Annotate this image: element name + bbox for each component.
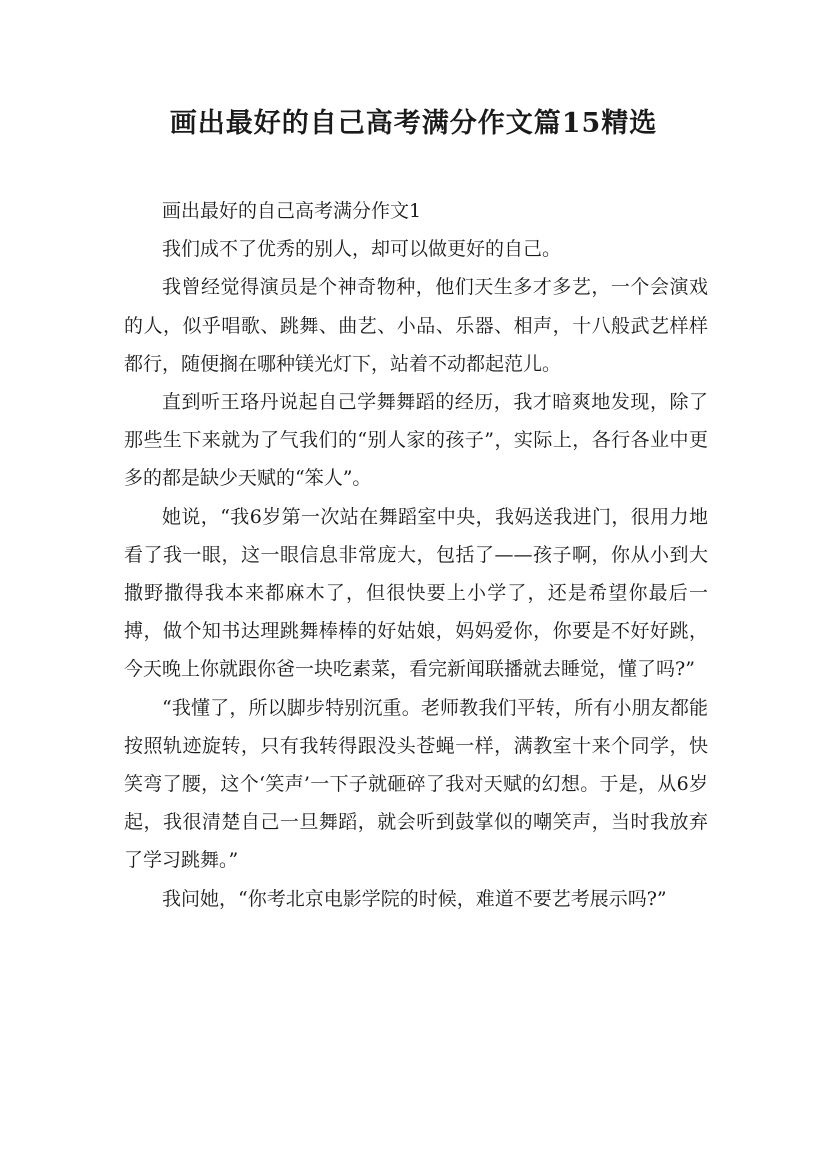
body-paragraph: 我们成不了优秀的别人，却可以做更好的自己。 xyxy=(162,238,562,261)
body-paragraph: 我曾经觉得演员是个神奇物种，他们天生多才多艺，一个会演戏的人，似乎唱歌、跳舞、曲艺、小品、乐器、相声，十八般武艺样样都行，随便搁在哪种镁光灯下，站着不动都起范儿。 xyxy=(124,276,708,375)
body-paragraph: 她说，“我6岁第一次站在舞蹈室中央，我妈送我进门，很用力地看了我一眼，这一眼信息非常庞大，包括了——孩子啊，你从小到大撒野撒得我本来都麻木了，但很快要上小学了，还是希望你最后一搏，做个知书达理跳舞棒棒的好姑娘，妈妈爱你，你要是不好好跳，今天晚上你就跟你爸一块吃素菜，看完新闻联播就去睡觉，懂了吗?” xyxy=(124,505,708,681)
document-body xyxy=(124,192,708,918)
body-paragraph: 我问她，“你考北京电影学院的时候，难道不要艺考展示吗?” xyxy=(162,887,667,910)
body-paragraph: “我懂了，所以脚步特别沉重。老师教我们平转，所有小朋友都能按照轨迹旋转，只有我转得跟没头苍蝇一样，满教室十来个同学，快笑弯了腰，这个‘笑声’一下子就砸碎了我对天赋的幻想。于是，从6岁起，我很清楚自己一旦舞蹈，就会听到鼓掌似的嘲笑声，当时我放弃了学习跳舞。” xyxy=(124,696,708,872)
body-paragraph: 直到听王珞丹说起自己学舞舞蹈的经历，我才暗爽地发现，除了那些生下来就为了气我们的“别人家的孩子”，实际上，各行各业中更多的都是缺少天赋的“笨人”。 xyxy=(124,391,708,490)
essay-subheading: 画出最好的自己高考满分作文1 xyxy=(162,200,422,222)
document-title: 画出最好的自己高考满分作文篇15精选 xyxy=(169,108,658,139)
